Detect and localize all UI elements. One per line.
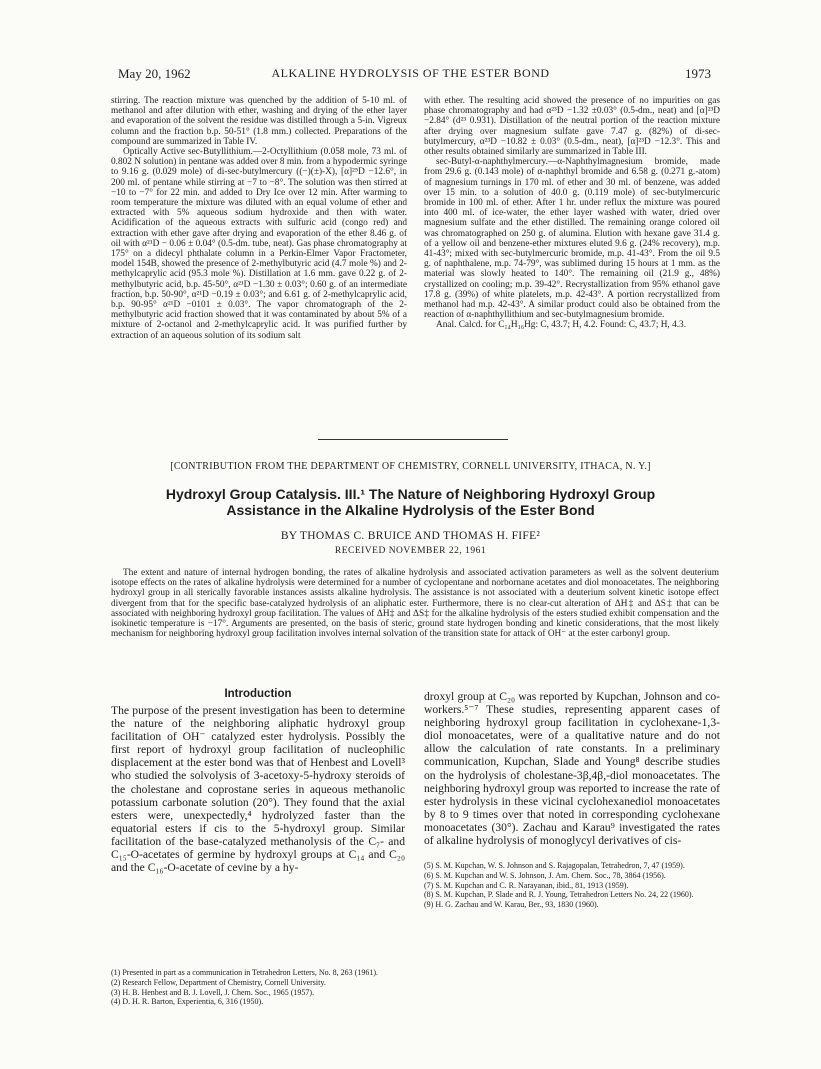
footnotes-left [111,968,407,1007]
paragraph: Optically Active sec-Butyllithium.—2-Octyllithium (0.058 mole, 73 ml. of 0.802 N solution) in pentane was added over 8 min. from a hypodermic syringe to 9.16 g. (0.029 mole) of di-sec-butylmercury ((−)(±)-X), [α]²⁵D −12.6°, in 200 ml. of pentane while stirring at −7 to −8°. The solution was then stirred at −10 to −7° for 22 min. and added to Dry Ice over 12 min. After warming to room temperature the mixture was diluted with an equal volume of ether and extracted with 5% aqueous sodium hydroxide and then with water. Acidification of the aqueous extracts with sulfuric acid (congo red) and extraction with ether gave after drying and evaporation of the ether 8.46 g. of oil with α²¹D − 0.06 ± 0.04° (0.5-dm. tube, neat). Gas phase chromatography at 175° on a didecyl phthalate column in a Perkin-Elmer Vapor Fractometer, model 154B, showed the presence of 2-methylbutyric acid (4.7 mole %) and 2-methylcaprylic acid (95.3 mole %). Distillation at 1.6 mm. gave 0.22 g. of 2-methylbutyric acid, b.p. 45-50°, α²¹D −1.30 ± 0.03°; 0.60 g. of an intermediate fraction, b.p. 50-90°, α²¹D −0.19 ± 0.03°; and 6.61 g. of 2-methylcaprylic acid, b.p. 90-95° α²¹D −0101 ± 0.03°. The vapor chromatograph of the 2-methylbutyric acid fraction showed that it was contaminated by about 5% of a mixture of 2-octanol and 2-methylcaprylic acid. It was purified further by extraction of an aqueous solution of its sodium salt [111,147,407,341]
footnote: (6) S. M. Kupchan and W. S. Johnson, J. Am. Chem. Soc., 78, 3864 (1956). [424,870,666,880]
intro-right-column [424,690,720,847]
page-number: 1973 [685,66,711,81]
received-date: RECEIVED NOVEMBER 22, 1961 [334,546,487,556]
footnote: (3) H. B. Henbest and B. J. Lovell, J. Chem. Soc., 1965 (1957). [111,987,315,997]
paragraph: with ether. The resulting acid showed the presence of no impurities on gas phase chromatography and had α²³D −1.32 ±0.03° (0.5-dm., neat) and [α]²³D −2.84° (d²³ 0.931). Distillation of the neutral portion of the reaction mixture after drying over magnesium sulfate gave 7.47 g. (82%) of di-sec-butylmercury, α²³D −10.82 ± 0.03° (0.5-dm., neat), [α]²³D −12.3°. This and other results obtained similarly are summarized in Table III. [424,96,720,158]
footnote: (4) D. H. R. Barton, Experientia, 6, 316 (1950). [111,997,264,1007]
footnote: (1) Presented in part as a communication in Tetrahedron Letters, No. 8, 263 (1961). [111,968,378,977]
paragraph: stirring. The reaction mixture was quenched by the addition of 5-10 ml. of methanol and after dilution with ether, washing and drying of the ether layer and evaporation of the solvent the residue was distilled through a 5-in. Vigreux column and the fraction b.p. 50-51° (1.8 mm.) collected. Preparations of the compound are summarized in Table IV. [111,96,407,147]
footnote: (9) H. G. Zachau and W. Karau, Ber., 93, 1830 (1960). [424,900,599,910]
contribution-line: [CONTRIBUTION FROM THE DEPARTMENT OF CHEMISTRY, CORNELL UNIVERSITY, ITHACA, N. Y.] [170,461,651,472]
title-line: Hydroxyl Group Catalysis. III.¹ The Nature of Neighboring Hydroxyl Group [165,486,656,502]
page-date: May 20, 1962 [118,66,191,81]
footnote: (8) S. M. Kupchan, P. Slade and R. J. Young, Tetrahedron Letters No. 24, 22 (1960). [424,890,694,900]
paragraph: droxyl group at C₂₀ was reported by Kupchan, Johnson and co-workers.⁵⁻⁷ These studies, representing apparent cases of neighboring hydroxyl group facilitation in cyclohexane-1,3-diol monoacetates, were of a qualitative nature and do not allow the calculation of rate constants. In a preliminary communication, Kupchan, Slade and Young⁸ describe studies on the hydrolysis of cholestane-3β,4β,-diol monoacetates. The neighboring hydroxyl group was reported to increase the rate of ester hydrolysis in these vicinal cyclohexanediol monoacetates by 8 to 9 times over that noted in corresponding cyclohexane monoacetates (30°). Zachau and Karau⁹ investigated the rates of alkaline hydrolysis of monoglycyl derivatives of cis- [424,690,720,848]
footnotes-right [424,861,720,910]
paragraph: sec-Butyl-α-naphthylmercury.—α-Naphthylmagnesium bromide, made from 29.6 g. (0.143 mole) of α-naphthyl bromide and 6.58 g. (0.271 g.-atom) of magnesium turnings in 170 ml. of ether and 30 ml. of benzene, was added over 15 min. to a solution of 40.0 g. (0.119 mole) of sec-butylmercuric bromide in 100 ml. of ether. After 1 hr. under reflux the mixture was poured into 400 ml. of ice-water, the ether layer washed with water, dried over magnesium sulfate and the ether distilled. The remaining orange colored oil was chromatographed on 250 g. of alumina. Elution with hexane gave 31.4 g. of a yellow oil and benzene-ether mixtures eluted 9.6 g. (24% recovery), m.p. 41-43°; mixed with sec-butylmercuric bromide, m.p. 41-43°. From the oil 9.5 g. of naphthalene, m.p. 74-79°, was sublimed during 15 hours at 1 mm. as the material was slowly heated to 140°. The remaining oil (21.9 g., 48%) crystallized on cooling; m.p. 39-42°. Recrystallization from 95% ethanol gave 17.8 g. (39%) of white platelets, m.p. 42-43°. A portion recrystallized from methanol had m.p. 42-43°. A similar product could also be obtained from the reaction of α-naphthyllithium and sec-butylmagnesium bromide. [424,157,720,321]
running-title: ALKALINE HYDROLYSIS OF THE ESTER BOND [271,66,550,80]
title-line: Assistance in the Alkaline Hydrolysis of the Ester Bond [226,502,595,518]
authors: BY THOMAS C. BRUICE AND THOMAS H. FIFE² [280,530,541,542]
article-title [0,486,821,518]
top-left-column [111,96,407,341]
abstract [111,568,719,639]
top-right-column [424,96,720,331]
introduction-heading: Introduction [224,688,292,700]
section-divider [318,439,508,440]
paragraph: The purpose of the present investigation has been to determine the nature of the neighboring aliphatic hydroxyl group facilitation of OH⁻ catalyzed ester hydrolysis. Possibly the first report of hydroxyl group facilitation of nucleophilic displacement at the ester bond was that of Henbest and Lovell³ who studied the solvolysis of 3-acetoxy-5-hydroxy steroids of the cholestane and coprostane series in aqueous methanolic potassium carbonate solution (20°). They found that the axial esters were, unexpectedly,⁴ hydrolyzed faster than the equatorial esters if cis to the 5-hydroxyl group. Similar facilitation of the base-catalyzed methanolysis of the C₇- and C₁₅-O-acetates of germine by hydroxyl groups at C₁₄ and C₂₀ and the C₁₆-O-acetate of cevine by a hy- [111,704,405,875]
abstract-text: The extent and nature of internal hydrogen bonding, the rates of alkaline hydrolysis and associated activation parameters as well as the solvent deuterium isotope effects on the rates of alkaline hydrolysis were determined for a number of cyclopentane and norbornane acetates and diol monoacetates. The neighboring hydroxyl group in all sterically favorable instances assists alkaline hydrolysis. The assistance is not associated with a deuterium solvent kinetic isotope effect divergent from that for the specific base-catalyzed hydrolysis of an aliphatic ester. Furthermore, there is no clear-cut alteration of ΔH‡ and ΔS‡ that can be associated with neighboring hydroxyl group facilitation. The values of ΔH‡ and ΔS‡ for the alkaline hydrolysis of the esters studied exhibit compensation and the isokinetic temperature is −17°. Arguments are presented, on the basis of steric, ground state hydrogen bonding and kinetic considerations, that the most likely mechanism for neighboring hydroxyl group facilitation involves internal solvation of the transition state for attack of OH⁻ at the ester carbonyl group. [111,568,719,640]
footnote: (7) S. M. Kupchan and C. R. Narayanan, ibid., 81, 1913 (1959). [424,880,629,890]
footnote: (2) Research Fellow, Department of Chemistry, Cornell University. [111,977,326,987]
analysis-paragraph: Anal. Calcd. for C₁₄H₁₆Hg: C, 43.7; H, 4.2. Found: C, 43.7; H, 4.3. [436,320,687,331]
footnote: (5) S. M. Kupchan, W. S. Johnson and S. Rajagopalan, Tetrahedron, 7, 47 (1959). [424,861,685,870]
intro-left-column [111,704,405,874]
